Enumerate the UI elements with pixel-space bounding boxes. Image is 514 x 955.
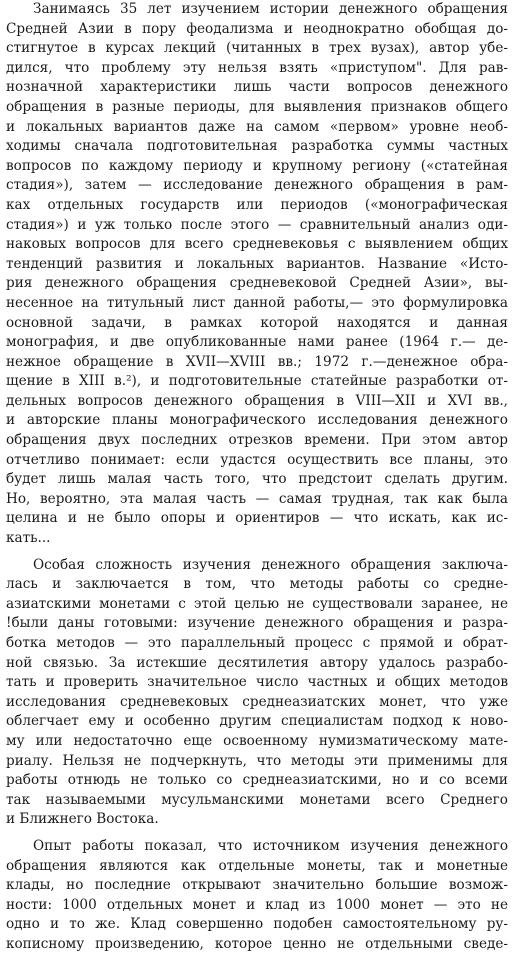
text-line: так называемыми мусульманскими монетами всего Среднего <box>6 791 508 808</box>
text-line: ходимы сначала подготовительная разработка суммы частных <box>6 138 508 155</box>
text-line: наковых вопросов для всего средневековья с выявлением общих <box>6 236 508 253</box>
text-line: тать и проверить значительное число частных и общих методов <box>6 674 508 691</box>
text-line: ной связью. За истекшие десятилетия автору удалось разрабо- <box>6 654 508 671</box>
text-line: одно и то же. Клад совершенно подобен самостоятельному ру- <box>6 916 508 933</box>
text-line: несенное на титульный лист данной работы,— это формулировка <box>6 294 508 311</box>
text-line: кописному произведению, которое ценно не отдельными сведе- <box>6 935 508 952</box>
text-line: нозначной характеристики лишь части вопросов денежного <box>6 79 508 96</box>
paragraph-gap <box>6 830 508 837</box>
text-line: тенденций развития и локальных вариантов. Название «Исто- <box>6 255 508 272</box>
text-line: азиатскими монетами с этой целью не существовали заранее, не <box>6 595 508 612</box>
text-line: Но, вероятно, эта малая часть — самая трудная, так как была <box>6 490 508 507</box>
text-line: ности: 1000 отдельных монет и клад из 1000 монет — это не <box>6 896 508 913</box>
text-line: отчетливо понимает: если удастся осуществить все планы, это <box>6 451 508 468</box>
text-line: дельных вопросов денежного обращения в VIII—XII и XVI вв., <box>6 392 508 409</box>
text-line: и Ближнего Востока. <box>6 811 159 828</box>
paragraph-2 <box>6 556 508 830</box>
paragraph-gap <box>6 549 508 556</box>
text-line: кать... <box>6 530 51 547</box>
document-page <box>6 0 508 955</box>
text-line: Средней Азии в пору феодализма и неоднократно обобщая до- <box>6 20 508 37</box>
text-line: обращения являются как отдельные монеты, так и монетные <box>6 857 508 874</box>
text-line: целина и не было опоры и ориентиров — что искать, как ис- <box>6 510 508 527</box>
text-line: исследования средневековых среднеазиатских монет, что уже <box>6 693 508 710</box>
text-line: Опыт работы показал, что источником изучения денежного <box>33 837 508 854</box>
text-line: клады, но последние открывают значительно большие возмож- <box>6 877 508 894</box>
text-line: Занимаясь 35 лет изучением истории денежного обращения <box>33 1 508 17</box>
text-line: будет лишь малая часть того, что предстоит сделать другим. <box>6 471 508 488</box>
text-line: нежное обращение в XVII—XVIII вв.; 1972 г.—денежное обра- <box>6 353 508 370</box>
text-line: монография, и две опубликованные нами ранее (1964 г.— де- <box>6 334 508 351</box>
text-line: и авторские планы монографического исследования денежного <box>6 412 508 429</box>
text-line: дился, что проблему эту нельзя взять «приступом". Для рав- <box>6 59 508 76</box>
text-line: рия денежного обращения средневековой Средней Азии», вы- <box>6 275 508 292</box>
text-line: облегчает ему и особенно другим специалистам подход к ново- <box>6 713 508 730</box>
paragraph-3 <box>6 837 508 955</box>
paragraph-1 <box>6 0 508 549</box>
text-line: лась и заключается в том, что методы работы со средне- <box>6 576 508 593</box>
text-line: основной задачи, в рамках которой находятся и данная <box>6 314 508 331</box>
text-line: ботка методов — это параллельный процесс с прямой и обрат- <box>6 635 508 651</box>
text-line: работы отнюдь не только со среднеазиатскими, но и со всеми <box>6 772 508 789</box>
text-line: щение в XIII в.²), и подготовительные статейные разработки от- <box>6 373 508 390</box>
text-line: вопросов по каждому периоду и крупному региону («статейная <box>6 157 508 174</box>
text-line: му или недостаточно еще освоенному нумизматическому мате- <box>6 732 508 749</box>
text-line: Особая сложность изучения денежного обращения заключа- <box>33 556 508 573</box>
text-line: стадия»), затем — исследование денежного обращения в рам- <box>6 177 508 194</box>
text-line: обращения двух последних отрезков времени. При этом автор <box>6 432 508 449</box>
text-line: стадия») и уж только после этого — сравнительный анализ оди- <box>6 216 508 233</box>
text-line: обращения в разные периоды, для выявления признаков общего <box>6 98 508 115</box>
text-line: стигнутое в курсах лекций (читанных в трех вузах), автор убе- <box>6 40 508 57</box>
text-line: и локальных вариантов даже на самом «первом» уровне необ- <box>6 118 508 135</box>
text-line: риалу. Нельзя не подчеркнуть, что методы эти применимы для <box>6 752 508 769</box>
text-line: !были даны готовыми: изучение денежного обращения и разра- <box>6 615 508 632</box>
text-line: ках отдельных государств или периодов («монографическая <box>6 196 508 213</box>
